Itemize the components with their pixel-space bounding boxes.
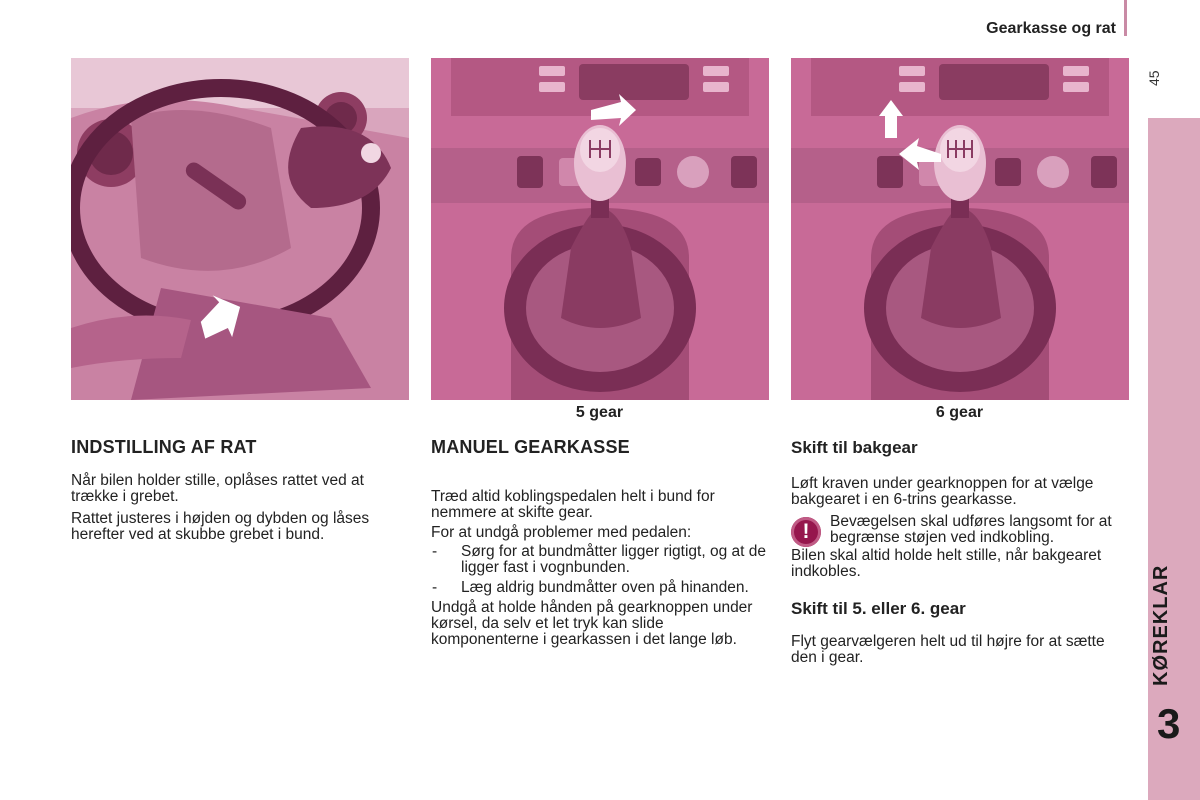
bullet-dash: - bbox=[432, 543, 438, 560]
warning-icon: ! bbox=[791, 517, 821, 547]
reverse-warning bbox=[791, 514, 1121, 546]
reverse-para-2: Bilen skal altid holde helt stille, når bakgearet indkobles. bbox=[791, 547, 1102, 580]
gearbox-para-2: For at undgå problemer med pedalen: bbox=[431, 524, 692, 541]
reverse-section bbox=[791, 436, 1121, 666]
high-gear-para-1: Flyt gearvælgeren helt ud til højre for at sætte den i gear. bbox=[791, 633, 1105, 666]
steering-para-1: Når bilen holder stille, oplåses rattet ved at trække i grebet. bbox=[71, 472, 364, 505]
gear-lever-5-photo bbox=[431, 58, 769, 400]
steering-wheel-photo bbox=[71, 58, 409, 400]
steering-para-2: Rattet justeres i højden og dybden og låses herefter ved at skubbe grebet i bund. bbox=[71, 510, 370, 543]
gearbox-section bbox=[431, 436, 771, 648]
caption-5-gear: 5 gear bbox=[575, 404, 624, 421]
gearbox-bullet-2 bbox=[431, 580, 771, 596]
steering-section bbox=[71, 436, 411, 543]
header-rule bbox=[1124, 0, 1127, 36]
reverse-para-1: Løft kraven under gearknoppen for at vælge bakgearet i en 6-trins gearkasse. bbox=[791, 475, 1094, 508]
gearbox-heading: MANUEL GEARKASSE bbox=[431, 437, 630, 457]
gearbox-bullet-1 bbox=[431, 544, 771, 576]
chapter-label: KØREKLAR bbox=[1150, 564, 1172, 686]
bullet-dash: - bbox=[432, 579, 438, 596]
steering-heading: INDSTILLING AF RAT bbox=[71, 437, 257, 457]
page-header-title: Gearkasse og rat bbox=[986, 20, 1116, 37]
reverse-heading: Skift til bakgear bbox=[791, 438, 918, 457]
high-gear-heading: Skift til 5. eller 6. gear bbox=[791, 599, 966, 618]
gearbox-para-3: Undgå at holde hånden på gearknoppen under kørsel, da selv et let tryk kan slide komponenterne i gearkassen i det lange løb. bbox=[431, 599, 753, 648]
caption-6-gear: 6 gear bbox=[935, 404, 984, 421]
chapter-side-tab bbox=[1148, 118, 1200, 800]
page-number: 45 bbox=[1146, 70, 1162, 86]
gearbox-para-1: Træd altid koblingspedalen helt i bund for nemmere at skifte gear. bbox=[431, 488, 715, 521]
gear-lever-6-photo bbox=[791, 58, 1129, 400]
warning-text: Bevægelsen skal udføres langsomt for at begrænse støjen ved indkobling. bbox=[830, 513, 1112, 546]
bullet-text: Læg aldrig bundmåtter oven på hinanden. bbox=[461, 579, 749, 596]
bullet-text: Sørg for at bundmåtter ligger rigtigt, og at de ligger fast i vognbunden. bbox=[461, 543, 766, 576]
chapter-number: 3 bbox=[1157, 700, 1181, 747]
